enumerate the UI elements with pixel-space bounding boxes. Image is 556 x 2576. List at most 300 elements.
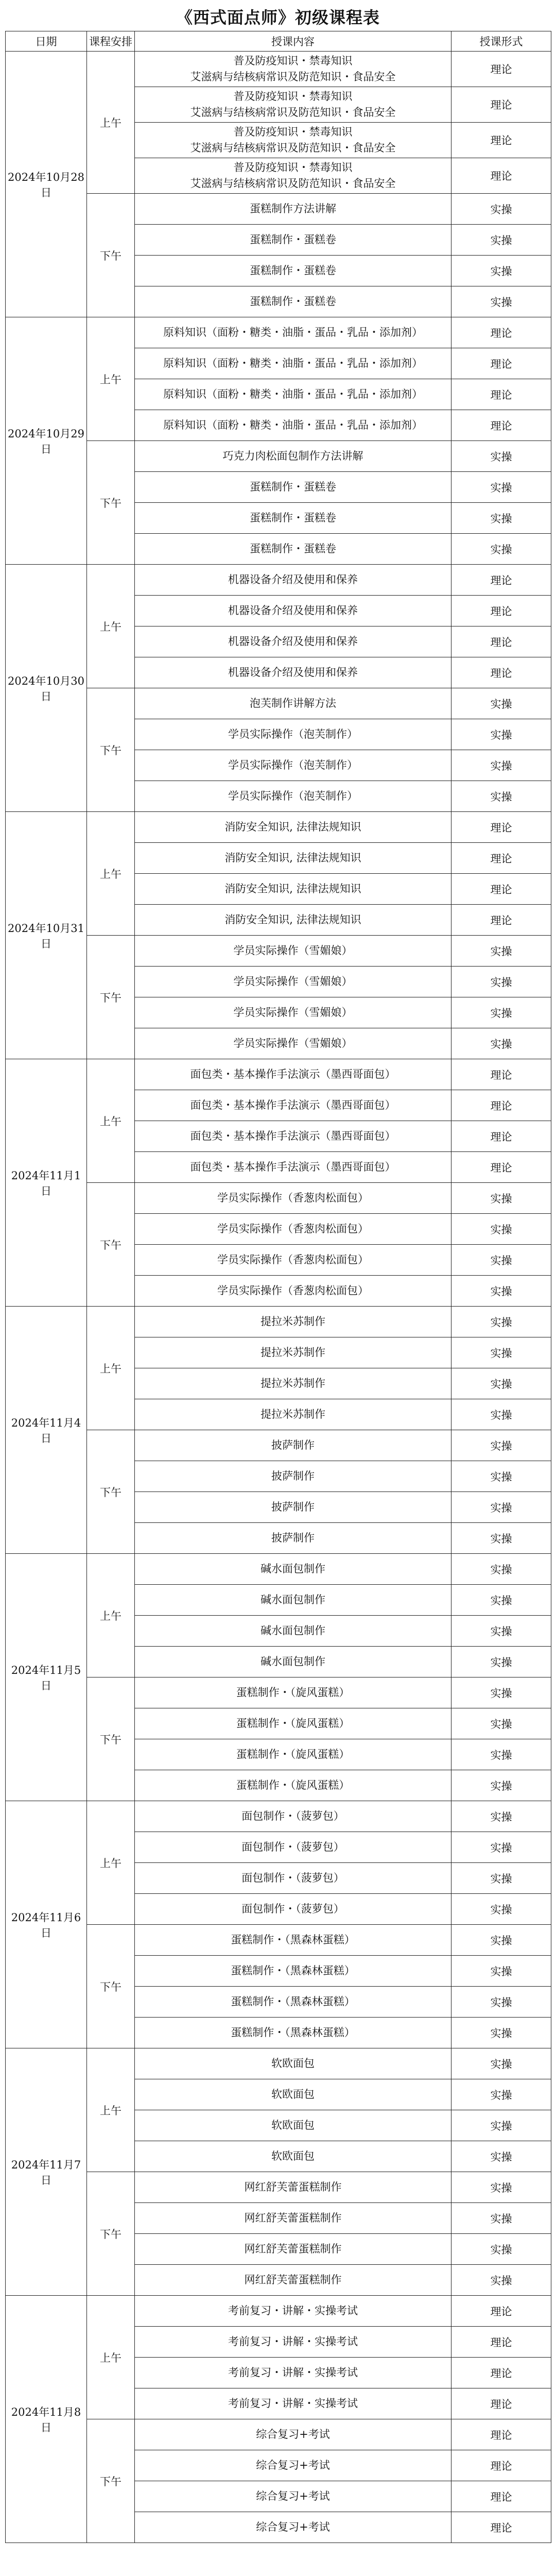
content-line: 软欧面包 [271,2119,315,2131]
session-cell: 上午 [87,1801,135,1925]
session-cell: 上午 [87,1554,135,1677]
content-line: 学员实际操作（泡芙制作） [228,790,358,802]
content-line: 碱水面包制作 [260,1594,325,1606]
format-cell: 理论 [451,2450,551,2481]
content-line: 考前复习・讲解・实操考试 [228,2366,358,2379]
session-cell: 下午 [87,2419,135,2543]
content-line: 学员实际操作（雪媚娘） [233,1006,353,1019]
format-cell: 实操 [451,1368,551,1399]
format-cell: 实操 [451,1770,551,1801]
format-cell: 理论 [451,158,551,194]
content-line: 网红舒芙蕾蛋糕制作 [244,2243,342,2255]
content-cell [135,410,451,441]
format-cell: 实操 [451,1616,551,1647]
format-cell: 实操 [451,2110,551,2141]
content-cell [135,52,451,87]
table-row [6,812,551,843]
content-line: 碱水面包制作 [260,1624,325,1637]
table-row [6,1059,551,1090]
content-cell [135,1801,451,1832]
format-cell: 实操 [451,1925,551,1956]
format-cell: 实操 [451,1894,551,1925]
content-line: 蛋糕制作・蛋糕卷 [250,295,336,308]
content-line: 提拉米苏制作 [260,1377,325,1389]
format-cell: 理论 [451,1059,551,1090]
content-cell [135,2296,451,2327]
table-row [6,1554,551,1585]
format-cell: 理论 [451,2358,551,2388]
content-cell [135,1214,451,1245]
format-cell: 理论 [451,905,551,936]
format-cell: 理论 [451,2481,551,2512]
session-cell: 上午 [87,2296,135,2419]
table-row [6,2296,551,2327]
content-line: 考前复习・讲解・实操考试 [228,2304,358,2317]
header-session: 课程安排 [87,31,135,52]
content-cell [135,534,451,565]
date-cell: 2024年11月1日 [6,1059,87,1307]
format-cell: 实操 [451,719,551,750]
content-cell [135,2141,451,2172]
content-line: 蛋糕制作・（旋风蛋糕） [236,1748,350,1760]
format-cell: 实操 [451,1832,551,1863]
content-line: 提拉米苏制作 [260,1315,325,1328]
table-row [6,1677,551,1708]
format-cell: 实操 [451,2172,551,2203]
content-line: 蛋糕制作・（旋风蛋糕） [236,1686,350,1699]
content-cell [135,1059,451,1090]
header-date: 日期 [6,31,87,52]
content-cell [135,1337,451,1368]
table-row [6,2172,551,2203]
content-line: 软欧面包 [271,2150,315,2162]
format-cell: 实操 [451,1276,551,1307]
content-cell [135,1770,451,1801]
format-cell: 实操 [451,1028,551,1059]
content-cell [135,2512,451,2543]
content-line: 普及防疫知识・禁毒知识 [233,90,353,103]
header-content: 授课内容 [135,31,451,52]
format-cell: 实操 [451,1677,551,1708]
content-cell [135,317,451,348]
content-cell [135,750,451,781]
content-line: 面包制作・（菠萝包） [241,1872,344,1884]
format-cell: 理论 [451,843,551,874]
table-row [6,317,551,348]
content-line: 网红舒芙蕾蛋糕制作 [244,2181,342,2193]
content-line: 面包制作・（菠萝包） [241,1903,344,1915]
content-line: 网红舒芙蕾蛋糕制作 [244,2212,342,2224]
content-line: 软欧面包 [271,2088,315,2100]
format-cell: 实操 [451,1987,551,2018]
content-cell [135,158,451,194]
content-line: 考前复习・讲解・实操考试 [228,2397,358,2410]
content-line: 蛋糕制作・（黑森林蛋糕） [231,1934,355,1946]
content-cell [135,565,451,596]
content-line: 消防安全知识, 法律法规知识 [224,913,361,926]
content-line: 原料知识（面粉・糖类・油脂・蛋品・乳品・添加剂） [163,388,423,400]
content-line: 蛋糕制作・蛋糕卷 [250,543,336,555]
format-cell: 实操 [451,1801,551,1832]
table-row [6,565,551,596]
format-cell: 实操 [451,1523,551,1554]
content-cell [135,2358,451,2388]
format-cell: 实操 [451,1863,551,1894]
content-cell [135,2265,451,2296]
content-line: 披萨制作 [271,1439,315,1451]
format-cell: 实操 [451,194,551,225]
content-line: 碱水面包制作 [260,1655,325,1668]
format-cell: 理论 [451,1090,551,1121]
content-line: 机器设备介绍及使用和保养 [228,604,358,617]
content-line: 学员实际操作（香葱肉松面包） [217,1253,369,1266]
session-cell: 上午 [87,1307,135,1430]
format-cell: 实操 [451,2048,551,2079]
content-cell [135,2388,451,2419]
table-row [6,1925,551,1956]
content-cell [135,1894,451,1925]
content-cell [135,2110,451,2141]
content-cell [135,1276,451,1307]
content-cell [135,2450,451,2481]
table-header-row [6,31,551,52]
content-cell [135,1028,451,1059]
session-cell: 下午 [87,2172,135,2296]
format-cell: 实操 [451,1492,551,1523]
format-cell: 理论 [451,1121,551,1152]
content-line: 碱水面包制作 [260,1563,325,1575]
content-cell [135,596,451,626]
content-line: 蛋糕制作・（黑森林蛋糕） [231,2026,355,2039]
content-cell [135,348,451,379]
format-cell: 实操 [451,781,551,812]
content-cell [135,936,451,967]
content-cell [135,1554,451,1585]
format-cell: 理论 [451,565,551,596]
content-cell [135,1183,451,1214]
session-cell: 下午 [87,1925,135,2048]
page-title: 《西式面点师》初级课程表 [176,8,380,27]
content-cell [135,87,451,123]
content-cell [135,2327,451,2358]
content-cell [135,1739,451,1770]
format-cell: 实操 [451,256,551,286]
content-cell [135,225,451,256]
content-line: 综合复习+考试 [256,2521,330,2533]
table-row [6,52,551,87]
session-cell: 下午 [87,688,135,812]
session-cell: 上午 [87,2048,135,2172]
format-cell: 实操 [451,2018,551,2048]
content-line: 蛋糕制作・蛋糕卷 [250,481,336,493]
content-line: 蛋糕制作・（旋风蛋糕） [236,1779,350,1791]
content-cell [135,657,451,688]
format-cell: 理论 [451,87,551,123]
session-cell: 上午 [87,812,135,936]
format-cell: 实操 [451,2203,551,2234]
content-cell [135,1708,451,1739]
content-line: 消防安全知识, 法律法规知识 [224,883,361,895]
format-cell: 理论 [451,657,551,688]
content-cell [135,2419,451,2450]
table-row [6,1183,551,1214]
content-line: 综合复习+考试 [256,2459,330,2471]
format-cell: 理论 [451,626,551,657]
format-cell: 实操 [451,503,551,534]
table-body [6,52,551,2543]
date-cell: 2024年11月6日 [6,1801,87,2048]
header-format: 授课形式 [451,31,551,52]
content-cell [135,1925,451,1956]
content-cell [135,2079,451,2110]
table-row [6,1430,551,1461]
content-cell [135,843,451,874]
format-cell: 实操 [451,1245,551,1276]
format-cell: 实操 [451,534,551,565]
format-cell: 实操 [451,750,551,781]
format-cell: 理论 [451,596,551,626]
content-line: 艾滋病与结核病常识及防范知识・食品安全 [190,106,396,118]
format-cell: 理论 [451,812,551,843]
content-cell [135,1245,451,1276]
format-cell: 实操 [451,1183,551,1214]
content-cell [135,1585,451,1616]
format-cell: 理论 [451,2512,551,2543]
format-cell: 实操 [451,225,551,256]
format-cell: 实操 [451,1430,551,1461]
content-cell [135,1492,451,1523]
content-cell [135,1863,451,1894]
content-cell [135,194,451,225]
content-line: 面包类・基本操作手法演示（墨西哥面包） [190,1099,396,1111]
format-cell: 实操 [451,286,551,317]
format-cell: 实操 [451,1956,551,1987]
session-cell: 下午 [87,1677,135,1801]
content-line: 泡芙制作讲解方法 [250,697,336,709]
content-cell [135,1090,451,1121]
content-cell [135,286,451,317]
content-line: 面包制作・（菠萝包） [241,1810,344,1822]
format-cell: 理论 [451,52,551,87]
content-line: 面包类・基本操作手法演示（墨西哥面包） [190,1130,396,1142]
format-cell: 理论 [451,2296,551,2327]
content-line: 艾滋病与结核病常识及防范知识・食品安全 [190,71,396,83]
content-line: 艾滋病与结核病常识及防范知识・食品安全 [190,177,396,190]
session-cell: 下午 [87,441,135,565]
format-cell: 理论 [451,379,551,410]
format-cell: 实操 [451,1647,551,1677]
content-cell [135,874,451,905]
format-cell: 实操 [451,1337,551,1368]
content-cell [135,441,451,472]
content-line: 普及防疫知识・禁毒知识 [233,126,353,138]
course-schedule-table [5,31,551,2543]
format-cell: 理论 [451,2327,551,2358]
content-line: 蛋糕制作・蛋糕卷 [250,264,336,277]
table-row [6,2419,551,2450]
content-line: 原料知识（面粉・糖类・油脂・蛋品・乳品・添加剂） [163,326,423,338]
content-cell [135,1956,451,1987]
format-cell: 实操 [451,936,551,967]
format-cell: 实操 [451,1307,551,1337]
content-line: 学员实际操作（雪媚娘） [233,975,353,988]
format-cell: 理论 [451,317,551,348]
format-cell: 实操 [451,1461,551,1492]
content-line: 综合复习+考试 [256,2490,330,2502]
content-line: 学员实际操作（泡芙制作） [228,759,358,771]
format-cell: 实操 [451,1739,551,1770]
content-cell [135,1307,451,1337]
content-line: 蛋糕制作・蛋糕卷 [250,512,336,524]
table-row [6,2048,551,2079]
date-cell: 2024年10月31日 [6,812,87,1059]
content-cell [135,472,451,503]
content-line: 蛋糕制作・（黑森林蛋糕） [231,1995,355,2008]
content-line: 蛋糕制作方法讲解 [250,202,336,215]
table-row [6,936,551,967]
format-cell: 实操 [451,1708,551,1739]
content-line: 普及防疫知识・禁毒知识 [233,161,353,174]
table-row [6,194,551,225]
content-line: 巧克力肉松面包制作方法讲解 [222,450,363,462]
content-cell [135,997,451,1028]
content-line: 消防安全知识, 法律法规知识 [224,821,361,833]
date-cell: 2024年10月28日 [6,52,87,317]
content-cell [135,2481,451,2512]
table-row [6,688,551,719]
content-line: 原料知识（面粉・糖类・油脂・蛋品・乳品・添加剂） [163,419,423,431]
format-cell: 实操 [451,2141,551,2172]
content-cell [135,1430,451,1461]
content-cell [135,967,451,997]
format-cell: 实操 [451,2265,551,2296]
content-cell [135,1616,451,1647]
format-cell: 实操 [451,1399,551,1430]
content-cell [135,1523,451,1554]
date-cell: 2024年11月5日 [6,1554,87,1801]
content-line: 披萨制作 [271,1532,315,1544]
table-row [6,1307,551,1337]
format-cell: 实操 [451,472,551,503]
content-cell [135,2234,451,2265]
content-line: 学员实际操作（香葱肉松面包） [217,1192,369,1204]
session-cell: 上午 [87,52,135,194]
format-cell: 理论 [451,123,551,158]
format-cell: 实操 [451,997,551,1028]
date-cell: 2024年10月29日 [6,317,87,565]
format-cell: 实操 [451,1585,551,1616]
content-line: 艾滋病与结核病常识及防范知识・食品安全 [190,142,396,154]
content-line: 披萨制作 [271,1501,315,1513]
content-cell [135,2172,451,2203]
format-cell: 实操 [451,2079,551,2110]
session-cell: 下午 [87,1183,135,1307]
session-cell: 下午 [87,936,135,1059]
format-cell: 实操 [451,688,551,719]
session-cell: 上午 [87,317,135,441]
content-line: 普及防疫知识・禁毒知识 [233,55,353,67]
content-cell [135,1461,451,1492]
date-cell: 2024年10月30日 [6,565,87,812]
content-cell [135,379,451,410]
table-row [6,1801,551,1832]
content-cell [135,2048,451,2079]
session-cell: 下午 [87,194,135,317]
content-line: 考前复习・讲解・实操考试 [228,2335,358,2348]
content-cell [135,719,451,750]
content-cell [135,812,451,843]
content-line: 面包类・基本操作手法演示（墨西哥面包） [190,1068,396,1080]
content-cell [135,1677,451,1708]
content-line: 消防安全知识, 法律法规知识 [224,852,361,864]
content-cell [135,2203,451,2234]
content-cell [135,1987,451,2018]
content-line: 蛋糕制作・蛋糕卷 [250,233,336,246]
content-line: 机器设备介绍及使用和保养 [228,666,358,679]
content-line: 面包制作・（菠萝包） [241,1841,344,1853]
content-cell [135,1399,451,1430]
format-cell: 理论 [451,348,551,379]
content-line: 蛋糕制作・（旋风蛋糕） [236,1717,350,1730]
content-line: 综合复习+考试 [256,2428,330,2441]
content-cell [135,256,451,286]
content-cell [135,2018,451,2048]
session-cell: 下午 [87,1430,135,1554]
date-cell: 2024年11月7日 [6,2048,87,2296]
content-line: 机器设备介绍及使用和保养 [228,635,358,648]
format-cell: 理论 [451,410,551,441]
content-line: 披萨制作 [271,1470,315,1482]
date-cell: 2024年11月4日 [6,1307,87,1554]
content-cell [135,123,451,158]
content-line: 学员实际操作（香葱肉松面包） [217,1223,369,1235]
content-line: 面包类・基本操作手法演示（墨西哥面包） [190,1161,396,1173]
format-cell: 理论 [451,874,551,905]
content-line: 学员实际操作（香葱肉松面包） [217,1284,369,1297]
content-line: 原料知识（面粉・糖类・油脂・蛋品・乳品・添加剂） [163,357,423,369]
content-line: 提拉米苏制作 [260,1346,325,1359]
date-cell: 2024年11月8日 [6,2296,87,2543]
content-cell [135,1832,451,1863]
table-row [6,441,551,472]
content-line: 机器设备介绍及使用和保养 [228,573,358,586]
content-line: 学员实际操作（雪媚娘） [233,944,353,957]
format-cell: 理论 [451,2388,551,2419]
format-cell: 实操 [451,967,551,997]
content-line: 学员实际操作（泡芙制作） [228,728,358,740]
content-cell [135,781,451,812]
format-cell: 理论 [451,1152,551,1183]
content-cell [135,1121,451,1152]
content-cell [135,1647,451,1677]
content-cell [135,1368,451,1399]
content-cell [135,905,451,936]
format-cell: 理论 [451,2419,551,2450]
content-line: 学员实际操作（雪媚娘） [233,1037,353,1049]
content-cell [135,1152,451,1183]
session-cell: 上午 [87,565,135,688]
format-cell: 实操 [451,2234,551,2265]
format-cell: 实操 [451,1554,551,1585]
content-line: 蛋糕制作・（黑森林蛋糕） [231,1964,355,1977]
content-line: 软欧面包 [271,2057,315,2070]
content-line: 提拉米苏制作 [260,1408,325,1420]
format-cell: 实操 [451,441,551,472]
content-cell [135,688,451,719]
content-cell [135,626,451,657]
content-line: 网红舒芙蕾蛋糕制作 [244,2274,342,2286]
format-cell: 实操 [451,1214,551,1245]
